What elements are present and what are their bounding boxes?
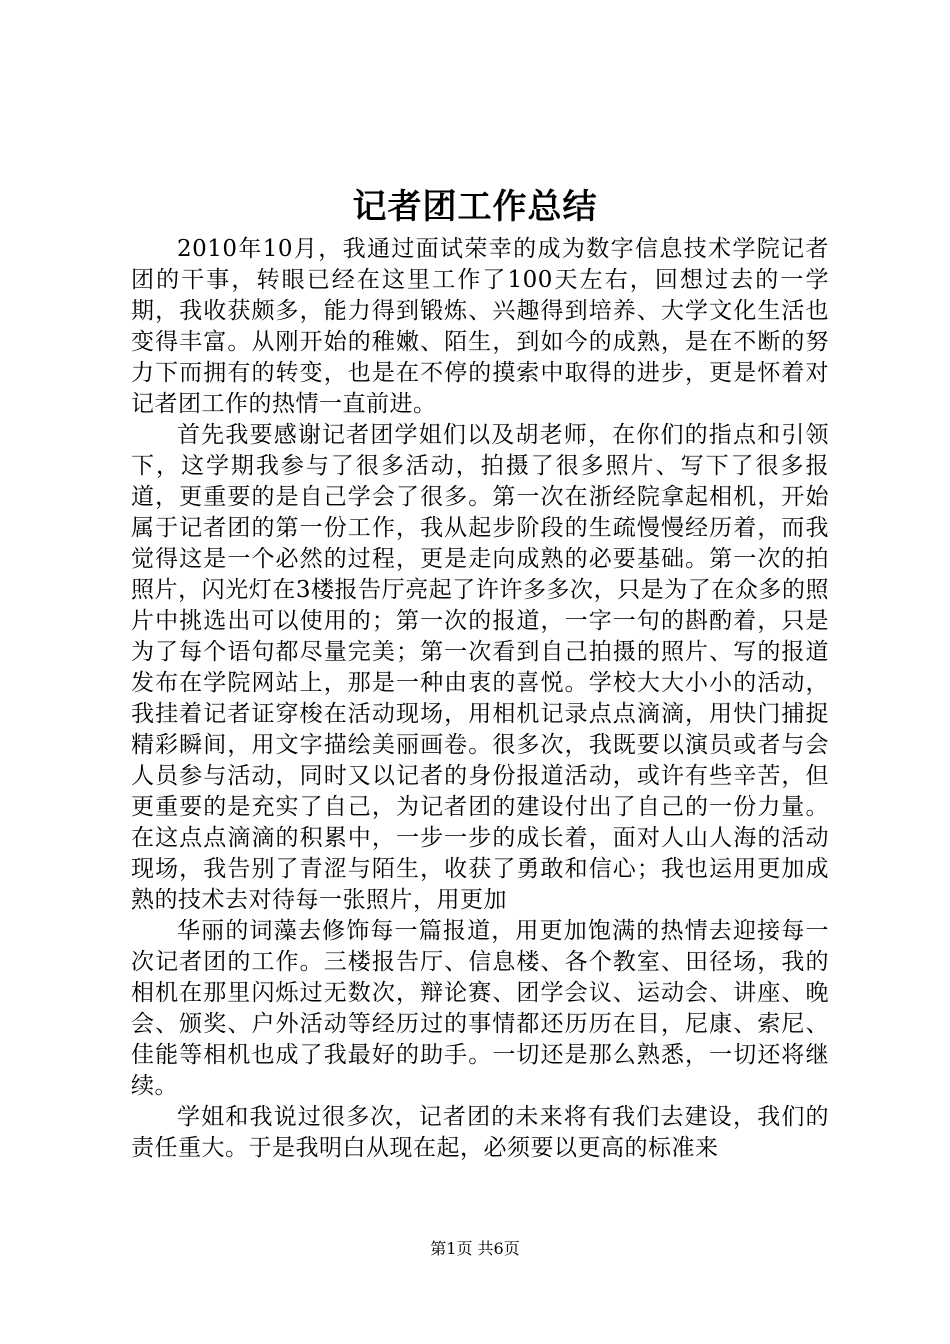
paragraph-2: 首先我要感谢记者团学姐们以及胡老师，在你们的指点和引领下，这学期我参与了很多活动，拍摄了很多照片、写下了很多报道，更重要的是自己学会了很多。第一次在浙经院拿起相机，开始属于记者团的第一份工作，我从起步阶段的生疏慢慢经历着，而我觉得这是一个必然的过程，更是走向成熟的必要基础。第一次的拍照片，闪光灯在3楼报告厅亮起了许许多多次，只是为了在众多的照片中挑选出可以使用的；第一次的报道，一字一句的斟酌着，只是为了每个语句都尽量完美；第一次看到自己拍摄的照片、写的报道发布在学院网站上，那是一种由衷的喜悦。学校大大小小的活动，我挂着记者证穿梭在活动现场，用相机记录点点滴滴，用快门捕捉精彩瞬间，用文字描绘美丽画卷。很多次，我既要以演员或者与会人员参与活动，同时又以记者的身份报道活动，或许有些辛苦，但更重要的是充实了自己，为记者团的建设付出了自己的一份力量。在这点点滴滴的积累中，一步一步的成长着，面对人山人海的活动现场，我告别了青涩与陌生，收获了勇敢和信心；我也运用更加成熟的技术去对待每一张照片，用更加 bbox=[131, 422, 829, 913]
page-footer: 第1页 共6页 bbox=[430, 1239, 520, 1258]
paragraph-1: 2010年10月，我通过面试荣幸的成为数字信息技术学院记者团的干事，转眼已经在这里工作了100天左右，回想过去的一学期，我收获颇多，能力得到锻炼、兴趣得到培养、大学文化生活也变得丰富。从刚开始的稚嫩、陌生，到如今的成熟，是在不断的努力下而拥有的转变，也是在不停的摸索中取得的进步，更是怀着对记者团工作的热情一直前进。 bbox=[131, 236, 829, 417]
document-title: 记者团工作总结 bbox=[352, 187, 598, 227]
paragraph-4: 学姐和我说过很多次，记者团的未来将有我们去建设，我们的责任重大。于是我明白从现在起，必须要以更高的标准来 bbox=[131, 1104, 829, 1161]
paragraph-3: 华丽的词藻去修饰每一篇报道，用更加饱满的热情去迎接每一次记者团的工作。三楼报告厅、信息楼、各个教室、田径场，我的相机在那里闪烁过无数次，辩论赛、团学会议、运动会、讲座、晚会、颁奖、户外活动等经历过的事情都还历历在目，尼康、索尼、佳能等相机也成了我最好的助手。一切还是那么熟悉，一切还将继续。 bbox=[131, 918, 829, 1099]
document-body bbox=[131, 234, 829, 1164]
